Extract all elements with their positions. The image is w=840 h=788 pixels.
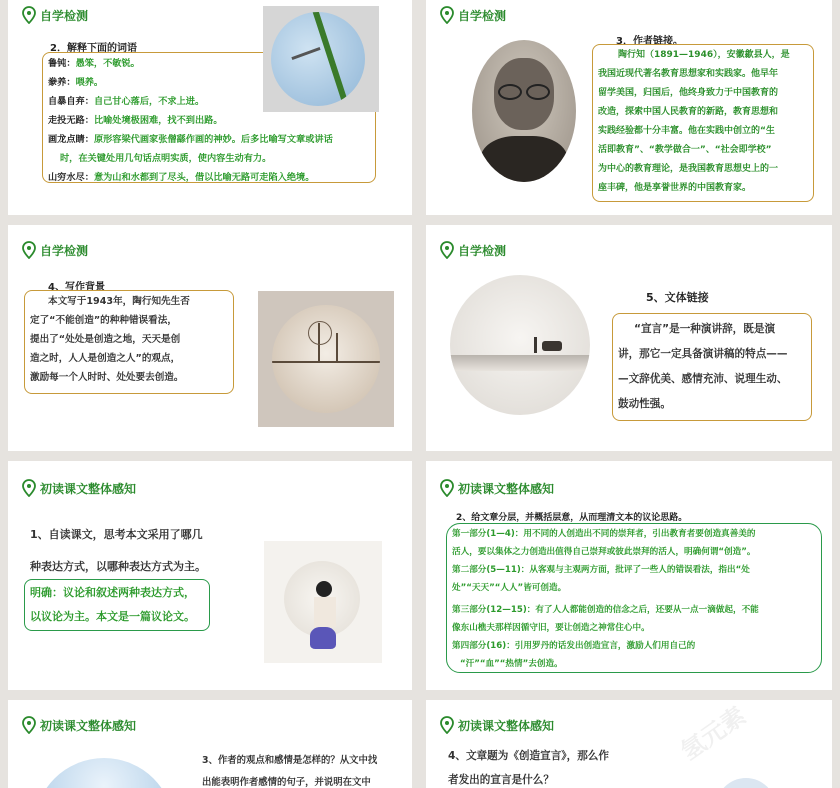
sky-image xyxy=(34,758,174,788)
location-pin-icon xyxy=(22,241,36,259)
vocab-row: 自暴自弃：自己甘心落后，不求上进。 xyxy=(48,96,205,107)
slide-1-title: 自学检测 xyxy=(40,8,89,23)
location-pin-icon xyxy=(440,241,454,259)
vocab-row: 时，在关键处用几句话点明实质，使内容生动有力。 xyxy=(60,153,272,164)
slide-6-subtitle: 2、给文章分层，并概括层意，从而理清文本的议论思路。 xyxy=(456,513,688,523)
slide-6-header xyxy=(440,479,554,497)
vocab-row: 鲁钝：愚笨，不敏锐。 xyxy=(48,58,140,69)
slide-2 xyxy=(426,0,832,215)
slide-7-header xyxy=(22,716,136,734)
slide-5-header xyxy=(22,479,136,497)
slide-4-header xyxy=(440,241,506,259)
slide-6 xyxy=(426,461,832,690)
vocab-row: 画龙点睛：原形容梁代画家张僧繇作画的神妙。后多比喻写文章或讲话 xyxy=(48,134,333,145)
slide-1 xyxy=(8,0,412,215)
slide-8-title: 初读课文整体感知 xyxy=(458,718,555,733)
location-pin-icon xyxy=(22,6,36,24)
structure-text: 第一部分(1—4)：用不同的人创造出不同的崇拜者，引出教育者要创造真善美的 活人，要以集体之力创造出值得自己崇拜或彼此崇拜的活人，明确何谓“创造”。 第二部分(5—11)：从客观与主观两方面，批评了一些人的错误看法，指出“处 处”“天天”“人人”皆可创造。 第三部分(12—15)：有了人人都能创造的信念之后，还要从一点一滴做起，不能 像东山樵夫那样因循守旧，要让创造之神常住心中。 第四部分(16)：引用罗丹的话发出创造宣言，激励人们用自己的 “汗”“血”“热情”去创造。 xyxy=(452,529,759,669)
author-bio: 陶行知（1891—1946），安徽歙县人，是 我国近现代著名教育思想家和实践家。他早年 留学美国，归国后，他终身致力于中国教育的 改造，探索中国人民教育的新路，教育思想和 实践经验都十分丰富。他在实践中创立的“生 活即教育”、“教学做合一”、“社会即学校” 为中心的教育理论，是我国教育思想史上的一 座丰碑，他是享誉世界的中国教育家。 xyxy=(598,50,790,193)
location-pin-icon xyxy=(22,716,36,734)
landscape-image xyxy=(258,291,394,427)
vocab-row: 走投无路：比喻处境极困难，找不到出路。 xyxy=(48,115,223,126)
slide-5 xyxy=(8,461,412,690)
genre-text: “宣言”是一种演讲辞，既是演 讲，那它一定具备演讲稿的特点—— —文辞优美、感情充沛、说理生动、 鼓动性强。 xyxy=(618,323,788,410)
slide-4-subtitle: 5、文体链接 xyxy=(646,291,709,304)
background-text: 本文写于1943年，陶行知先生否 定了“不能创造”的种种错误看法， 提出了“处处是创造之地，天天是创 造之时，人人是创造之人”的观点， 激励每一个人时时、处处要去创造。 xyxy=(30,296,190,383)
slide-7 xyxy=(8,700,412,788)
slide-4-title: 自学检测 xyxy=(458,243,507,258)
slide-3-subtitle: 4、写作背景 xyxy=(48,282,105,293)
slide-6-title: 初读课文整体感知 xyxy=(458,481,555,496)
vocab-row: 豢养：喂养。 xyxy=(48,77,104,88)
watermark: 氢元素 xyxy=(675,701,751,766)
slide-5-title: 初读课文整体感知 xyxy=(40,481,137,496)
slide-2-header xyxy=(440,6,506,24)
girl-painting xyxy=(264,541,382,663)
slide-8-header xyxy=(440,716,554,734)
slide-7-title: 初读课文整体感知 xyxy=(40,718,137,733)
question-3: 3、作者的观点和感情是怎样的？从文中找 出能表明作者感情的句子，并说明在文中 xyxy=(202,755,378,788)
slide-1-subtitle: 2．解释下面的词语 xyxy=(50,43,137,54)
slide-2-subtitle: 3．作者链接。 xyxy=(616,36,683,47)
dragonfly-image xyxy=(263,6,379,112)
question-4: 4、文章题为《创造宣言》，那么作 者发出的宣言是什么？ xyxy=(448,750,609,786)
slide-8 xyxy=(426,700,832,788)
slide-3 xyxy=(8,225,412,451)
location-pin-icon xyxy=(440,716,454,734)
corner-image xyxy=(716,778,776,788)
slide-4 xyxy=(426,225,832,451)
question-1: 1、自读课文，思考本文采用了哪几 种表达方式，以哪种表达方式为主。 xyxy=(30,528,206,573)
slide-3-title: 自学检测 xyxy=(40,243,89,258)
location-pin-icon xyxy=(440,6,454,24)
slide-3-header xyxy=(22,241,88,259)
answer-1: 明确：议论和叙述两种表达方式， 以议论为主。本文是一篇议论文。 xyxy=(30,586,195,623)
slide-2-title: 自学检测 xyxy=(458,8,507,23)
location-pin-icon xyxy=(440,479,454,497)
slide-1-header xyxy=(22,6,88,24)
horse-rider-image xyxy=(450,275,590,415)
location-pin-icon xyxy=(22,479,36,497)
vocab-row: 山穷水尽：意为山和水都到了尽头，借以比喻无路可走陷入绝境。 xyxy=(48,172,315,183)
author-portrait xyxy=(472,40,576,182)
